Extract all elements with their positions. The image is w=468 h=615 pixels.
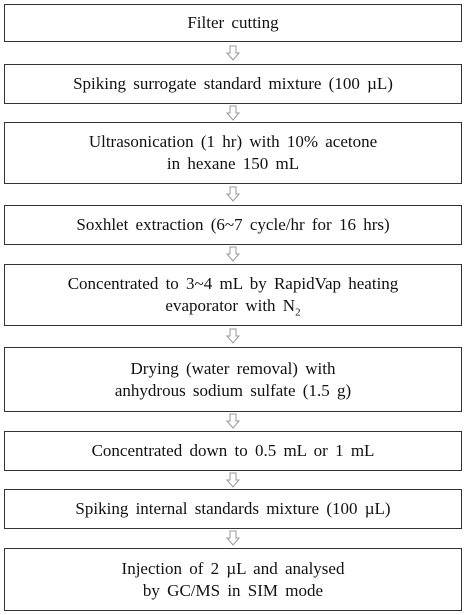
- step-text-line-1: Injection of 2 µL and analysed: [121, 558, 345, 578]
- step-text-subscript: 2: [295, 306, 301, 319]
- step-text: Concentrated down to 0.5 mL or 1 mL: [91, 441, 375, 460]
- step-text: Spiking internal standards mixture (100 µL): [75, 499, 391, 518]
- down-arrow-icon: [226, 328, 240, 344]
- step-soxhlet-extraction: [4, 205, 462, 245]
- step-injection: [4, 548, 462, 611]
- step-text-line-1: Ultrasonication (1 hr) with 10% acetone: [88, 132, 378, 151]
- step-text-main: evaporator with N: [165, 296, 296, 315]
- step-text: Filter cutting: [187, 13, 279, 32]
- down-arrow-icon: [226, 530, 240, 546]
- step-text: Spiking surrogate standard mixture (100 µL): [73, 74, 393, 93]
- step-spiking-internal: [4, 489, 462, 529]
- step-text-line-2: [165, 295, 300, 317]
- step-text-line-2: in hexane 150 mL: [166, 154, 300, 173]
- step-text-line-1: Concentrated to 3~4 mL by RapidVap heating: [67, 274, 399, 293]
- step-spiking-surrogate: [4, 64, 462, 104]
- down-arrow-icon: [226, 246, 240, 262]
- step-filter-cutting: [4, 4, 462, 42]
- step-concentrated-down: [4, 431, 462, 471]
- down-arrow-icon: [226, 413, 240, 429]
- down-arrow-icon: [226, 105, 240, 121]
- down-arrow-icon: [226, 45, 240, 61]
- step-text-line-2: by GC/MS in SIM mode: [142, 580, 324, 600]
- step-concentrated-rapidvap: [4, 264, 462, 326]
- step-text-line-2: anhydrous sodium sulfate (1.5 g): [114, 380, 352, 400]
- step-text-line-1: Drying (water removal) with: [130, 358, 336, 378]
- step-ultrasonication: [4, 122, 462, 184]
- step-drying: [4, 347, 462, 412]
- down-arrow-icon: [226, 186, 240, 202]
- step-text: Soxhlet extraction (6~7 cycle/hr for 16 hrs): [76, 215, 390, 234]
- down-arrow-icon: [226, 472, 240, 488]
